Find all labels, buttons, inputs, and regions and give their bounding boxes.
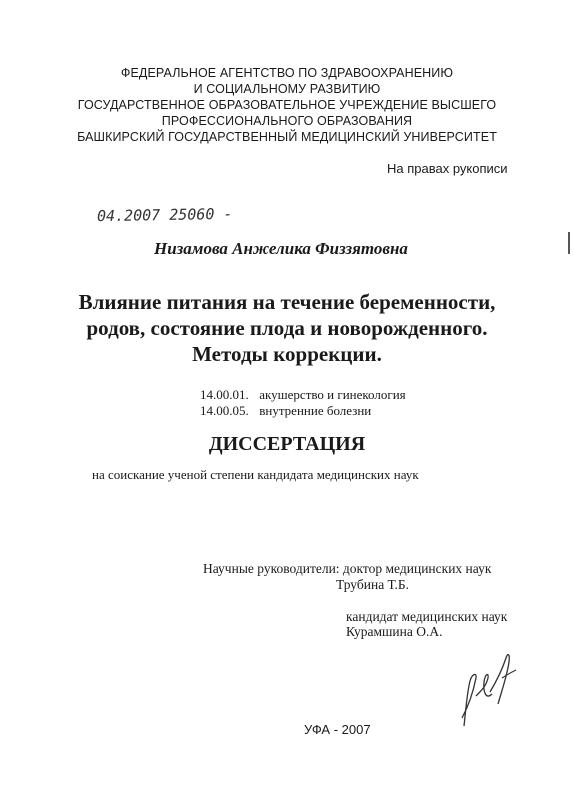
specialty-code: 14.00.01. (200, 387, 249, 402)
supervisor-2-name: Курамшина О.А. (346, 624, 443, 639)
specialty-name: акушерство и гинекология (259, 387, 406, 402)
degree-statement: на соискание ученой степени кандидата медицинских наук (92, 467, 419, 482)
city-year: УФА - 2007 (304, 722, 371, 737)
header-line-5: БАШКИРСКИЙ ГОСУДАРСТВЕННЫЙ МЕДИЦИНСКИЙ УНИВЕРСИТЕТ (77, 130, 497, 144)
supervisor-1-name: Трубина Т.Б. (336, 577, 409, 592)
registration-number: 04.2007 25060 - (96, 204, 233, 226)
document-type: ДИССЕРТАЦИЯ (208, 433, 366, 455)
title-line-3: Методы коррекции. (192, 342, 382, 366)
supervisors-line (203, 561, 491, 577)
specialty-row (200, 403, 371, 419)
header-line-1: ФЕДЕРАЛЬНОЕ АГЕНТСТВО ПО ЗДРАВООХРАНЕНИЮ (120, 66, 454, 80)
supervisor-1-degree: доктор медицинских наук (342, 561, 492, 576)
signature-scribble (452, 648, 532, 732)
author-name: Низамова Анжелика Физзятовна (154, 239, 408, 258)
header-line-4: ПРОФЕССИОНАЛЬНОГО ОБРАЗОВАНИЯ (161, 114, 413, 128)
header-line-2: И СОЦИАЛЬНОМУ РАЗВИТИЮ (193, 82, 381, 96)
manuscript-rights-note: На правах рукописи (387, 161, 508, 176)
title-line-2: родов, состояние плода и новорожденного. (86, 316, 488, 340)
specialty-row (200, 387, 406, 403)
header-line-3: ГОСУДАРСТВЕННОЕ ОБРАЗОВАТЕЛЬНОЕ УЧРЕЖДЕНИЕ ВЫСШЕГО (77, 98, 497, 112)
scan-edge-mark (568, 232, 570, 254)
specialty-name: внутренние болезни (259, 403, 372, 418)
supervisor-2-degree: кандидат медицинских наук (346, 609, 508, 624)
supervisors-label: Научные руководители: (203, 561, 340, 576)
specialty-code: 14.00.05. (200, 403, 249, 418)
title-line-1: Влияние питания на течение беременности, (78, 290, 496, 314)
